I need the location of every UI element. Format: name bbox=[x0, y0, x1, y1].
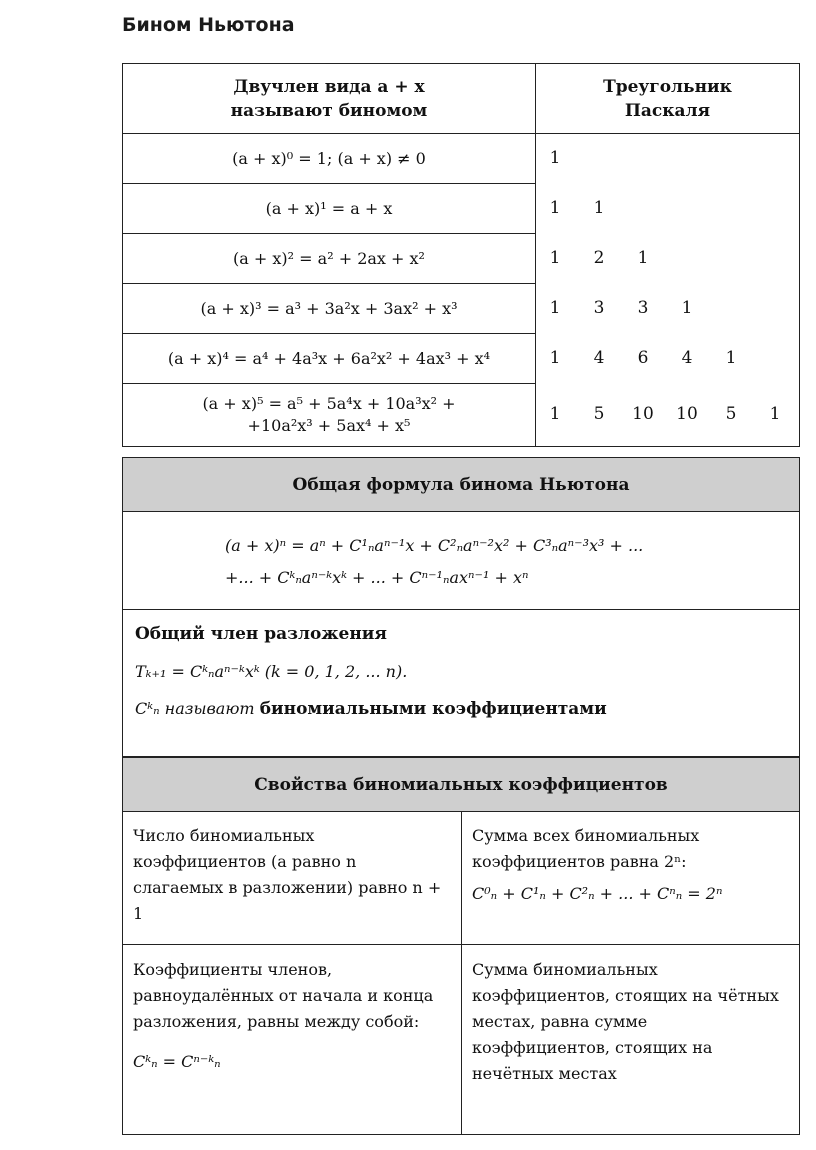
pascal-number: 1 bbox=[593, 198, 605, 218]
formula-row: (a + x)⁴ = a⁴ + 4a³x + 6a²x² + 4ax³ + x⁴ bbox=[123, 334, 535, 384]
pascal-number: 1 bbox=[549, 348, 561, 368]
pascal-number: 1 bbox=[769, 404, 781, 424]
pascal-row bbox=[536, 334, 799, 384]
formula-header: Двучлен вида a + x называют биномом bbox=[123, 64, 535, 134]
pascal-row bbox=[536, 134, 799, 184]
pascal-number: 6 bbox=[637, 348, 649, 368]
general-formula bbox=[123, 512, 799, 610]
property-count-text: Число биномиальных коэффициентов (a равно n слагаемых в разложении) равно n + 1 bbox=[133, 826, 442, 923]
properties-table bbox=[122, 757, 800, 1135]
pascal-number: 1 bbox=[549, 148, 561, 168]
pascal-number: 4 bbox=[593, 348, 605, 368]
pascal-number: 1 bbox=[549, 404, 561, 424]
pascal-number: 10 bbox=[632, 404, 654, 424]
pascal-number: 3 bbox=[637, 298, 649, 318]
coefficient-note-bold: биномиальными коэффициентами bbox=[259, 699, 607, 719]
property-symmetry-text: Коэффициенты членов, равноудалённых от начала и конца разложения, равны между собой: bbox=[133, 960, 434, 1031]
general-term-formula: Tₖ₊₁ = Cᵏₙaⁿ⁻ᵏxᵏ (k = 0, 1, 2, ... n). bbox=[135, 662, 408, 681]
pascal-column bbox=[536, 64, 799, 446]
pascal-header: Треугольник Паскаля bbox=[536, 64, 799, 134]
coefficient-note bbox=[135, 699, 787, 719]
property-symmetry-formula: Cᵏₙ = Cⁿ⁻ᵏₙ bbox=[133, 1052, 221, 1071]
binom-table bbox=[122, 63, 800, 447]
property-even-odd-text: Сумма биномиальных коэффициентов, стоящих на чётных местах, равна сумме коэффициентов, стоящих на нечётных местах bbox=[472, 960, 779, 1083]
property-sum-formula: C⁰ₙ + C¹ₙ + C²ₙ + ... + Cⁿₙ = 2ⁿ bbox=[472, 884, 723, 903]
pascal-number: 1 bbox=[549, 248, 561, 268]
general-term-title: Общий член разложения bbox=[135, 624, 387, 644]
formula-row: (a + x)⁰ = 1; (a + x) ≠ 0 bbox=[123, 134, 535, 184]
general-formula-line2: +... + Cᵏₙaⁿ⁻ᵏxᵏ + ... + Cⁿ⁻¹ₙaxⁿ⁻¹ + xⁿ bbox=[225, 568, 529, 587]
pascal-number: 10 bbox=[676, 404, 698, 424]
pascal-number: 4 bbox=[681, 348, 693, 368]
pascal-number: 1 bbox=[549, 198, 561, 218]
pascal-row bbox=[536, 234, 799, 284]
formula-row: (a + x)² = a² + 2ax + x² bbox=[123, 234, 535, 284]
pascal-number: 2 bbox=[593, 248, 605, 268]
property-sum bbox=[462, 811, 799, 945]
general-formula-table bbox=[122, 457, 800, 757]
property-even-odd bbox=[462, 945, 799, 1134]
property-sum-text: Сумма всех биномиальных коэффициентов равна 2ⁿ: bbox=[472, 826, 700, 871]
property-symmetry bbox=[123, 945, 462, 1134]
pascal-number: 1 bbox=[637, 248, 649, 268]
pascal-number: 1 bbox=[681, 298, 693, 318]
pascal-row bbox=[536, 284, 799, 334]
pascal-number: 1 bbox=[549, 298, 561, 318]
general-term bbox=[123, 610, 799, 719]
property-count bbox=[123, 811, 462, 945]
formula-row: (a + x)¹ = a + x bbox=[123, 184, 535, 234]
pascal-row bbox=[536, 184, 799, 234]
pascal-number: 3 bbox=[593, 298, 605, 318]
pascal-number: 5 bbox=[593, 404, 605, 424]
pascal-row bbox=[536, 384, 799, 446]
general-formula-line1: (a + x)ⁿ = aⁿ + C¹ₙaⁿ⁻¹x + C²ₙaⁿ⁻²x² + C³ₙaⁿ⁻³x³ + ... bbox=[225, 536, 644, 555]
coefficient-note-prefix: Cᵏₙ называют bbox=[135, 699, 255, 718]
formula-row: (a + x)³ = a³ + 3a²x + 3ax² + x³ bbox=[123, 284, 535, 334]
general-formula-header: Общая формула бинома Ньютона bbox=[123, 458, 799, 512]
pascal-number: 5 bbox=[725, 404, 737, 424]
properties-grid bbox=[123, 811, 799, 1134]
pascal-number: 1 bbox=[725, 348, 737, 368]
formula-column bbox=[123, 64, 536, 446]
page-title: Бином Ньютона bbox=[122, 14, 295, 36]
formula-row: (a + x)⁵ = a⁵ + 5a⁴x + 10a³x² + +10a²x³ + 5ax⁴ + x⁵ bbox=[202, 394, 456, 435]
properties-header: Свойства биномиальных коэффициентов bbox=[123, 758, 799, 812]
